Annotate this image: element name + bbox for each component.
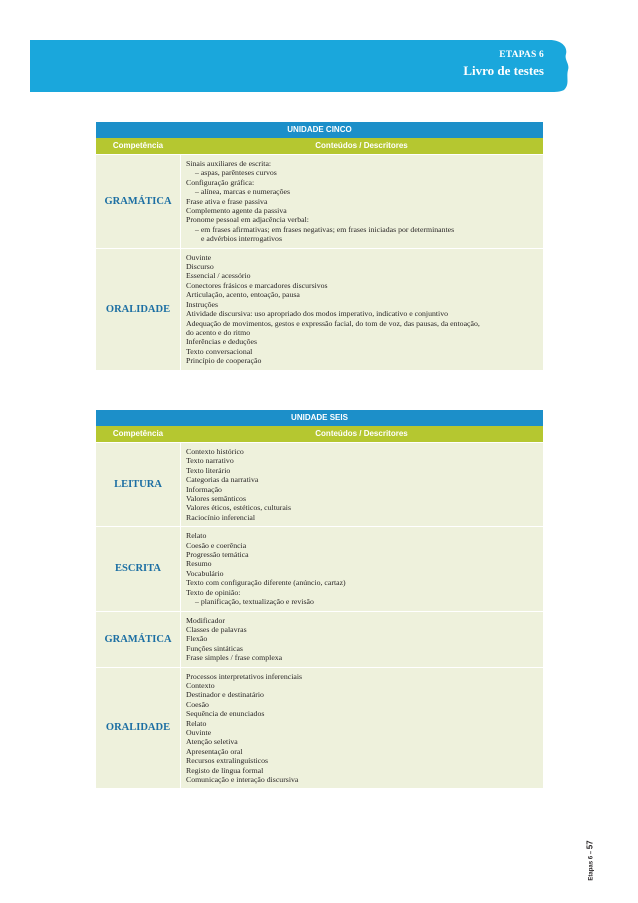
descriptor-line: Ouvinte: [186, 252, 212, 262]
column-conteudos: Conteúdos / Descritores: [315, 429, 408, 438]
descriptor-line: Inferências e deduções: [186, 337, 257, 347]
descriptor-line: – planificação, textualização e revisão: [195, 597, 314, 607]
competencia-label: GRAMÁTICA: [96, 155, 181, 248]
descriptor-line: Frase simples / frase complexa: [186, 653, 283, 663]
descriptor-line: Valores éticos, estéticos, culturais: [186, 503, 292, 513]
descriptor-line: Pronome pessoal em adjacência verbal:: [186, 215, 309, 225]
column-competencia: Competência: [112, 141, 164, 150]
descriptor-line: Ouvinte: [186, 727, 212, 737]
descriptor-line: Texto conversacional: [186, 346, 253, 356]
descriptor-line: Articulação, acento, entoação, pausa: [186, 290, 300, 300]
descriptor-line: Adequação de movimentos, gestos e expressão facial, do tom de voz, das pausas, da entoação,: [186, 318, 480, 328]
descriptor-line: Coesão e coerência: [186, 540, 247, 550]
unit-cinco-table: [96, 122, 543, 370]
descriptor-line: Comunicação e interação discursiva: [186, 775, 299, 784]
descriptor-line: Relato: [186, 718, 207, 728]
descriptor-line: Vocabulário: [186, 568, 224, 578]
descriptor-line: Informação: [186, 484, 222, 494]
descriptor-line: Categorias da narrativa: [186, 475, 259, 485]
descriptor-line: Classes de palavras: [186, 624, 247, 634]
descriptor-line: Contexto histórico: [186, 447, 244, 456]
descriptor-line: Discurso: [186, 262, 214, 272]
unit-seis-table: [96, 410, 543, 788]
competencia-label: GRAMÁTICA: [96, 612, 181, 667]
descriptor-line: Apresentação oral: [186, 746, 243, 756]
unit-title: UNIDADE CINCO: [96, 122, 543, 138]
book-title: Livro de testes: [463, 63, 544, 78]
descriptor-line: Resumo: [186, 559, 212, 569]
competencia-label: ESCRITA: [96, 527, 181, 610]
descriptor-line: Sequência de enunciados: [186, 709, 265, 719]
page-number: 57: [585, 840, 595, 850]
competencia-label: ORALIDADE: [96, 668, 181, 789]
table-row: [96, 526, 543, 610]
series-label: ETAPAS 6: [499, 50, 544, 60]
descriptor-line: – aspas, parênteses curvos: [195, 168, 277, 178]
unit-title: UNIDADE SEIS: [96, 410, 543, 426]
descriptor-line: Texto literário: [186, 465, 231, 475]
descriptor-line: Funções sintáticas: [186, 643, 243, 653]
descriptor-line: Essencial / acessório: [186, 271, 251, 281]
conteudos-cell: [181, 668, 543, 789]
page-number-label: [586, 840, 595, 880]
descriptor-line: Frase ativa e frase passiva: [186, 196, 268, 206]
descriptor-line: e advérbios interrogativos: [201, 234, 282, 244]
descriptor-line: Processos interpretativos inferenciais: [186, 671, 303, 681]
descriptor-line: Contexto: [186, 680, 215, 690]
descriptor-line: Raciocínio inferencial: [186, 512, 256, 522]
column-competencia: Competência: [112, 429, 164, 438]
conteudos-cell: [181, 527, 543, 610]
descriptor-line: Texto com configuração diferente (anúncio, cartaz): [186, 578, 346, 588]
descriptor-line: Atividade discursiva: uso apropriado dos modos imperativo, indicativo e conjuntivo: [186, 309, 449, 319]
descriptor-line: Progressão temática: [186, 550, 249, 560]
descriptor-line: – em frases afirmativas; em frases negativas; em frases iniciadas por determinantes: [195, 224, 455, 234]
table-row: [96, 154, 543, 248]
conteudos-cell: [181, 155, 543, 248]
descriptor-line: Registo de língua formal: [186, 765, 264, 775]
descriptor-line: Conectores frásicos e marcadores discursivos: [186, 280, 328, 290]
descriptor-line: Texto de opinião:: [186, 587, 241, 597]
table-row: [96, 611, 543, 667]
descriptor-line: Coesão: [186, 699, 209, 709]
header-banner: [30, 40, 570, 92]
competencia-label: ORALIDADE: [96, 249, 181, 370]
conteudos-cell: [181, 443, 543, 526]
descriptor-line: Relato: [186, 531, 207, 541]
table-row: [96, 442, 543, 526]
column-headers: [96, 138, 543, 154]
descriptor-line: do acento e do ritmo: [186, 327, 251, 337]
table-row: [96, 248, 543, 370]
conteudos-cell: [181, 249, 543, 370]
descriptor-line: Configuração gráfica:: [186, 177, 255, 187]
descriptor-line: Princípio de cooperação: [186, 356, 262, 366]
column-conteudos: Conteúdos / Descritores: [315, 141, 408, 150]
competencia-label: LEITURA: [96, 443, 181, 526]
descriptor-line: Texto narrativo: [186, 456, 234, 466]
descriptor-line: Flexão: [186, 634, 208, 644]
descriptor-line: Atenção seletiva: [186, 737, 238, 747]
descriptor-line: Modificador: [186, 615, 225, 625]
conteudos-cell: [181, 612, 543, 667]
descriptor-line: Recursos extralinguísticos: [186, 756, 269, 766]
descriptor-line: Sinais auxiliares de escrita:: [186, 159, 272, 168]
descriptor-line: – alínea, marcas e numerações: [195, 187, 291, 197]
page-footer: [580, 840, 595, 884]
table-row: [96, 667, 543, 789]
descriptor-line: Complemento agente da passiva: [186, 206, 287, 216]
page-label: Etapas 6 –: [588, 850, 595, 881]
column-headers: [96, 426, 543, 442]
descriptor-line: Instruções: [186, 299, 219, 309]
descriptor-line: Valores semânticos: [186, 494, 246, 504]
descriptor-line: Destinador e destinatário: [186, 690, 264, 700]
